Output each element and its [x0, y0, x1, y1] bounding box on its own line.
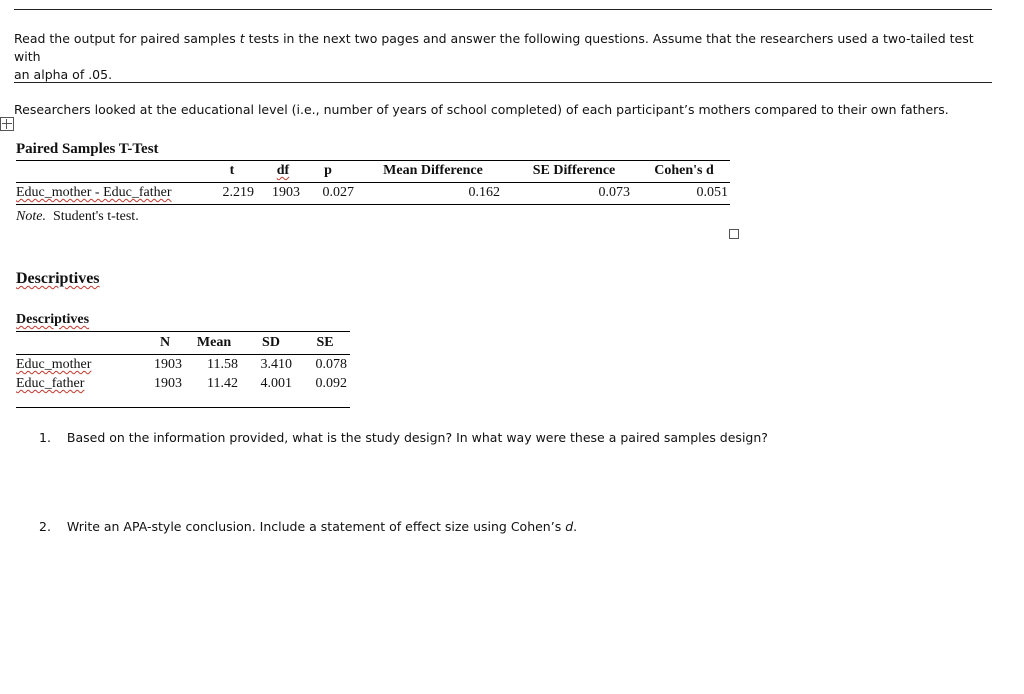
desc-header-sd: SD — [262, 335, 280, 350]
desc-row-n: 1903 — [154, 357, 182, 372]
ttest-header-p: p — [324, 163, 332, 178]
move-handle-icon[interactable] — [0, 117, 14, 131]
question-2-text: Write an APA-style conclusion. Include a statement of effect size using Cohen’s — [66, 519, 566, 534]
intro-text-b: tests in the next two pages and answer the following questions. Assume that the researchers used a two-tailed test with — [14, 31, 974, 64]
ttest-header-t: t — [229, 163, 235, 178]
desc-header-se: SE — [316, 335, 334, 350]
intro-text-line2: an alpha of .05. — [14, 67, 113, 82]
intro-text-a: Read the output for paired samples — [14, 31, 240, 46]
resize-handle-icon[interactable] — [729, 229, 739, 239]
section-divider — [14, 82, 992, 83]
ttest-note: Note. Student's t-test. — [16, 209, 139, 224]
desc-header-mean: Mean — [196, 335, 232, 350]
ttest-header-cohens-d: Cohen's d — [654, 163, 714, 178]
ttest-value-mean-diff: 0.162 — [468, 185, 500, 200]
question-1-text: Based on the information provided, what is the study design? In what way were these a paired samples design? — [66, 430, 768, 445]
desc-row-mean: 11.42 — [207, 376, 238, 391]
desc-header-n: N — [159, 335, 171, 350]
ttest-row-label: Educ_mother - Educ_father — [16, 185, 172, 200]
intro-t-italic: t — [239, 31, 245, 46]
ttest-header-se-diff: SE Difference — [532, 163, 616, 178]
study-description: Researchers looked at the educational level (i.e., number of years of school completed) of each participant’s mothers compared to their own fathers. — [14, 102, 949, 117]
top-divider — [14, 9, 992, 10]
desc-row-label: Educ_mother — [16, 357, 92, 372]
desc-row-se: 0.078 — [315, 357, 347, 372]
desc-row-n: 1903 — [154, 376, 182, 391]
ttest-header-df: df — [276, 163, 290, 178]
ttest-header-mean-diff: Mean Difference — [383, 163, 483, 178]
desc-row-sd: 4.001 — [260, 376, 292, 391]
descriptives-header-rule — [16, 354, 350, 355]
question-2: 2. Write an APA-style conclusion. Include a statement of effect size using Cohen’s d. — [39, 519, 578, 534]
ttest-bottom-rule — [16, 204, 730, 205]
descriptives-heading: Descriptives — [16, 270, 100, 287]
intro-paragraph — [14, 30, 994, 84]
ttest-value-p: 0.027 — [322, 185, 354, 200]
question-2-d-italic: d — [565, 519, 574, 534]
desc-row-se: 0.092 — [315, 376, 347, 391]
ttest-header-rule — [16, 182, 730, 183]
question-2-number: 2. — [39, 519, 51, 534]
question-1 — [39, 430, 768, 445]
ttest-title: Paired Samples T-Test — [16, 141, 159, 157]
descriptives-top-rule — [16, 331, 350, 332]
ttest-top-rule — [16, 160, 730, 161]
desc-row-label: Educ_father — [16, 376, 85, 391]
ttest-value-cohens-d: 0.051 — [696, 185, 728, 200]
ttest-value-se-diff: 0.073 — [598, 185, 630, 200]
desc-row-mean: 11.58 — [207, 357, 238, 372]
desc-row-sd: 3.410 — [260, 357, 292, 372]
ttest-value-t: 2.219 — [222, 185, 254, 200]
question-1-number: 1. — [39, 430, 51, 445]
ttest-value-df: 1903 — [272, 185, 300, 200]
descriptives-title: Descriptives — [16, 312, 90, 327]
descriptives-bottom-rule — [16, 407, 350, 408]
